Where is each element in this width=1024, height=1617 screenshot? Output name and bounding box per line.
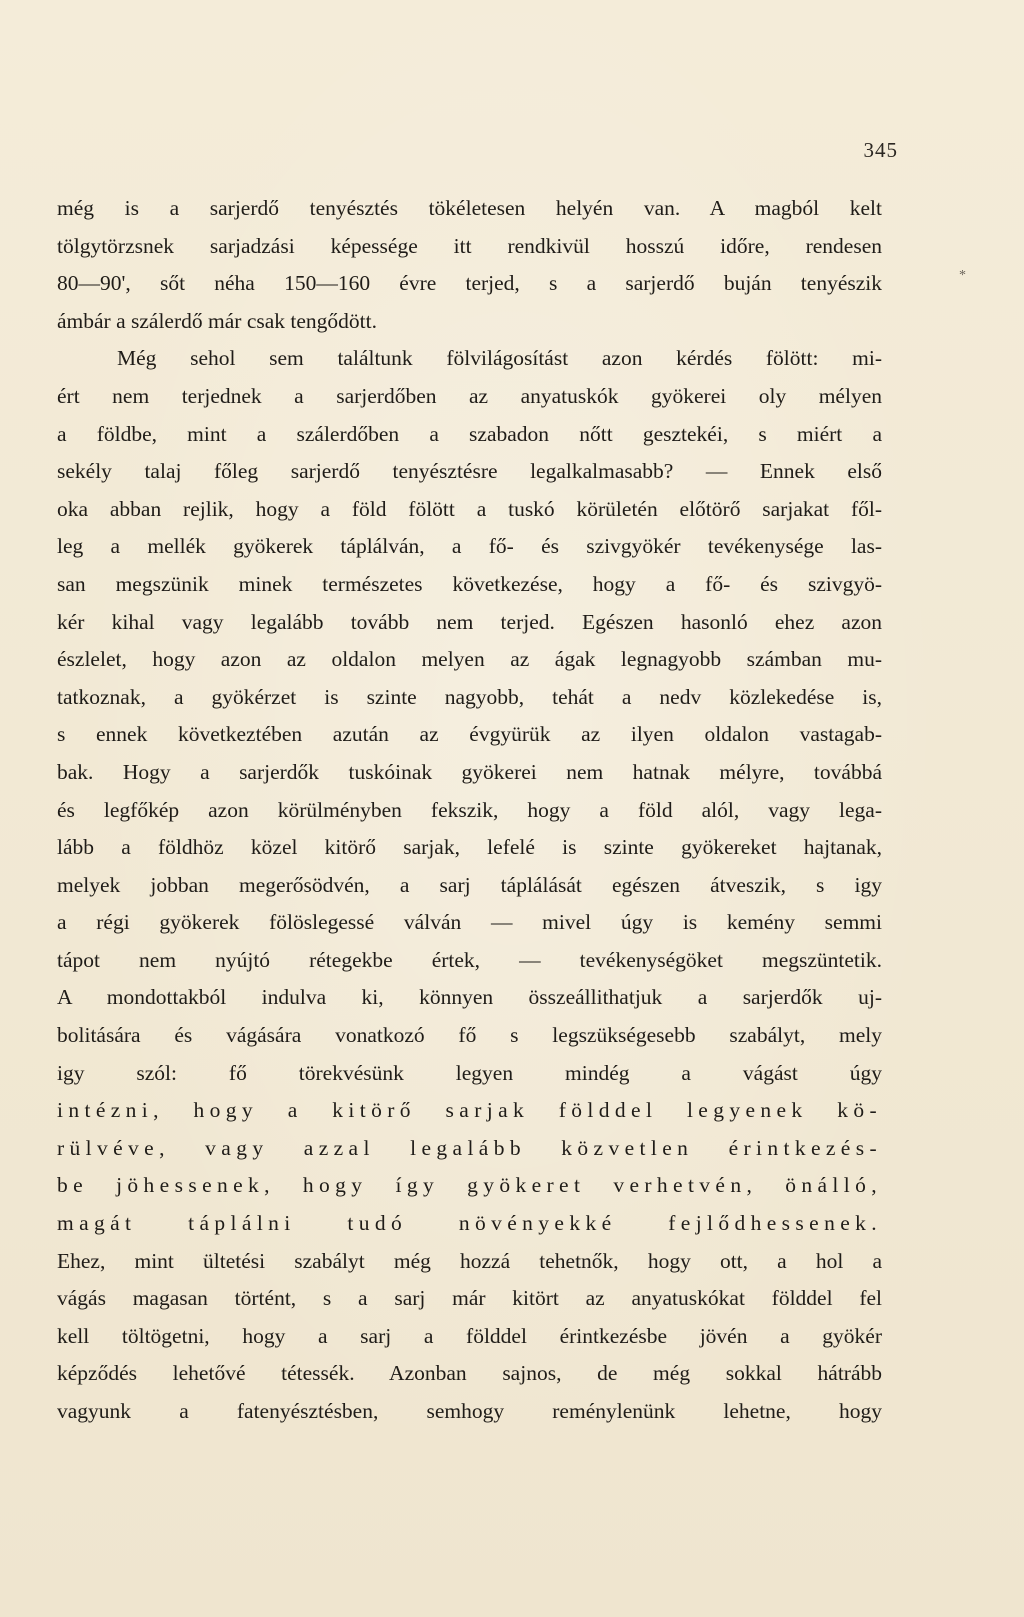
text-line-18: lább a földhöz közel kitörő sarjak, lefelé is szinte gyökereket hajtanak,	[57, 835, 882, 860]
page-number: 345	[863, 138, 898, 162]
text-line-28: magát táplálni tudó növényekké fejlődhessenek.	[57, 1211, 882, 1236]
text-line-30: vágás magasan történt, s a sarj már kitört az anyatuskókat földdel fel	[57, 1286, 882, 1311]
text-line-33: vagyunk a fatenyésztésben, semhogy reménylenünk lehetne, hogy	[57, 1399, 882, 1423]
text-line-24: igy szól: fő törekvésünk legyen mindég a vágást úgy	[57, 1060, 882, 1085]
text-line-10: leg a mellék gyökerek táplálván, a fő- és szivgyökér tevékenysége las-	[57, 534, 882, 559]
text-line-25: intézni, hogy a kitörő sarjak földdel legyenek kö-	[57, 1098, 882, 1123]
text-line-9: oka abban rejlik, hogy a föld fölött a tuskó körületén előtörő sarjakat fől-	[57, 496, 882, 521]
body-text	[57, 190, 882, 1431]
margin-mark: *	[959, 268, 966, 283]
text-line-16: bak. Hogy a sarjerdők tuskóinak gyökerei nem hatnak mélyre, továbbá	[57, 759, 882, 784]
text-line-12: kér kihal vagy legalább tovább nem terjed. Egészen hasonló ehez azon	[57, 609, 882, 634]
text-line-11: san megszünik minek természetes következése, hogy a fő- és szivgyö-	[57, 571, 882, 596]
text-line-31: kell töltögetni, hogy a sarj a földdel érintkezésbe jövén a gyökér	[57, 1323, 882, 1348]
text-line-27: be jöhessenek, hogy így gyökeret verhetvén, önálló,	[57, 1173, 882, 1198]
text-line-22: A mondottakból indulva ki, könnyen összeállithatjuk a sarjerdők uj-	[57, 985, 882, 1010]
text-line-2: tölgytörzsnek sarjadzási képessége itt rendkivül hosszú időre, rendesen	[57, 233, 882, 258]
text-line-17: és legfőkép azon körülményben fekszik, hogy a föld alól, vagy lega-	[57, 797, 882, 822]
text-line-21: tápot nem nyújtó rétegekbe értek, — tevékenységöket megszüntetik.	[57, 947, 882, 972]
text-line-20: a régi gyökerek fölöslegessé válván — mivel úgy is kemény semmi	[57, 910, 882, 935]
text-line-19: melyek jobban megerősödvén, a sarj táplálását egészen átveszik, s igy	[57, 872, 882, 897]
text-line-29: Ehez, mint ültetési szabályt még hozzá tehetnők, hogy ott, a hol a	[57, 1248, 882, 1273]
text-line-8: sekély talaj főleg sarjerdő tenyésztésre legalkalmasabb? — Ennek első	[57, 459, 882, 484]
text-line-3: 80—90', sőt néha 150—160 évre terjed, s a sarjerdő buján tenyészik	[57, 271, 882, 296]
text-line-14: tatkoznak, a gyökérzet is szinte nagyobb, tehát a nedv közlekedése is,	[57, 684, 882, 709]
text-line-5: Még sehol sem találtunk fölvilágosítást azon kérdés fölött: mi-	[117, 346, 882, 371]
text-line-13: észlelet, hogy azon az oldalon melyen az ágak legnagyobb számban mu-	[57, 647, 882, 672]
text-line-15: s ennek következtében azután az évgyürük az ilyen oldalon vastagab-	[57, 722, 882, 747]
text-line-1: még is a sarjerdő tenyésztés tökéletesen helyén van. A magból kelt	[57, 196, 882, 220]
text-line-6: ért nem terjednek a sarjerdőben az anyatuskók gyökerei oly mélyen	[57, 383, 882, 408]
text-line-32: képződés lehetővé tétessék. Azonban sajnos, de még sokkal hátrább	[57, 1361, 882, 1386]
text-line-7: a földbe, mint a szálerdőben a szabadon nőtt gesztekéi, s miért a	[57, 421, 882, 446]
text-line-23: bolitására és vágására vonatkozó fő s legszükségesebb szabályt, mely	[57, 1023, 882, 1048]
text-line-4: ámbár a szálerdő már csak tengődött.	[57, 308, 377, 333]
text-line-26: rülvéve, vagy azzal legalább közvetlen érintkezés-	[57, 1135, 882, 1160]
